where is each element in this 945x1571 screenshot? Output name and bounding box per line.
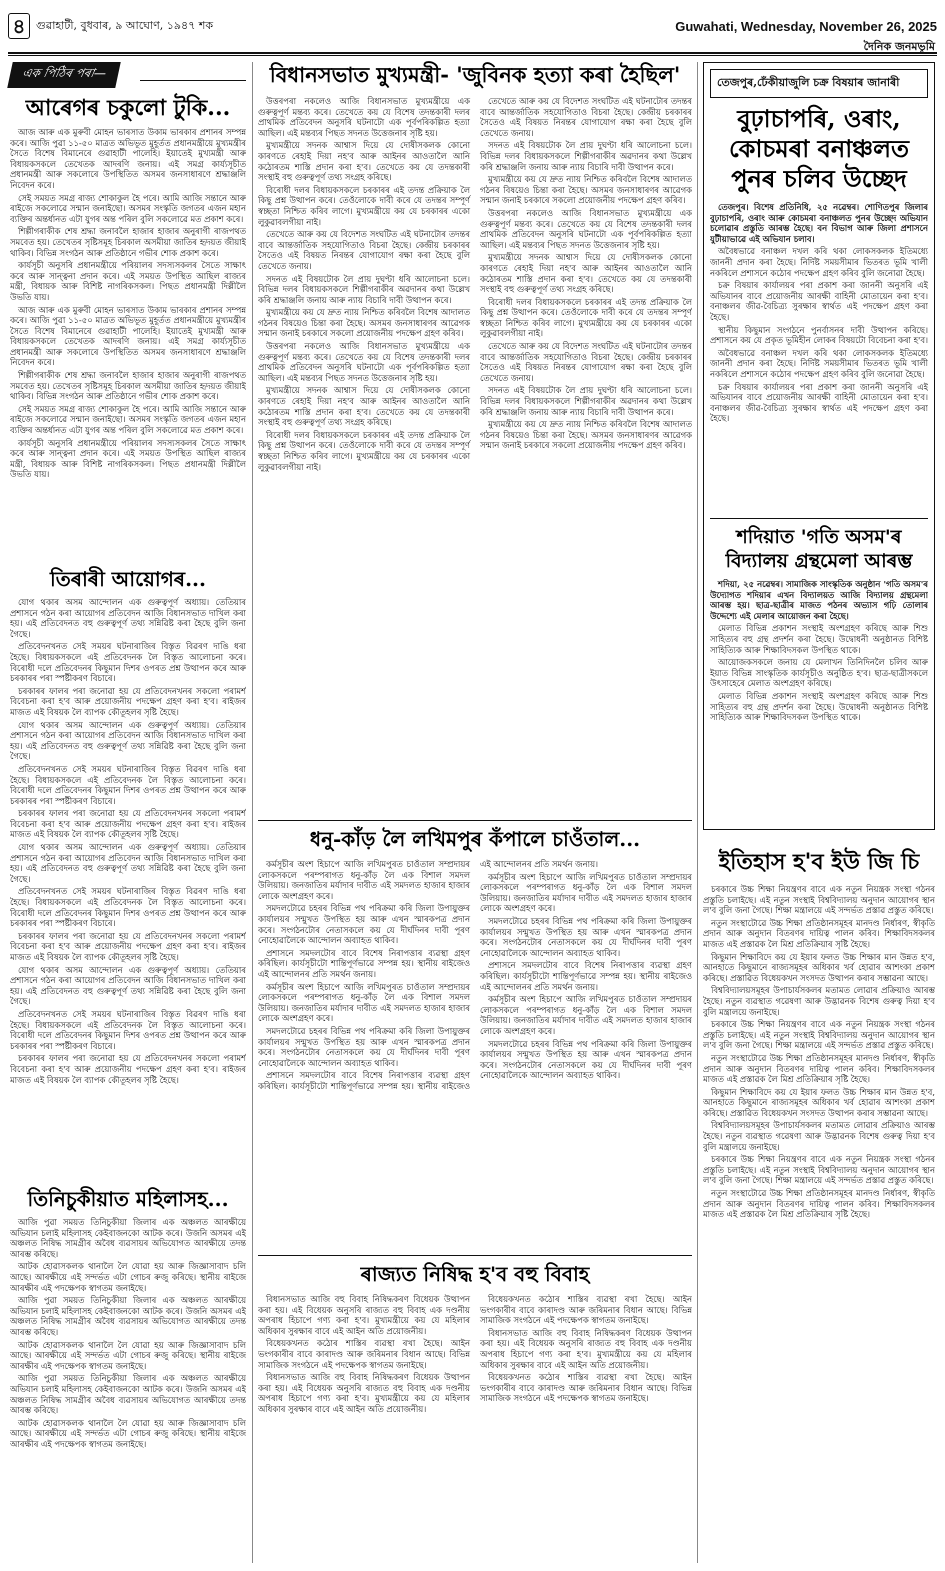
paragraph: মেলাত বিভিন্ন প্ৰকাশন সংস্থাই অংশগ্ৰহণ কৰিছে আৰু শিশু সাহিত্যৰ বহু গ্ৰন্থ প্ৰদৰ্শন কৰা হৈছে। উদ্বোধনী অনুষ্ঠানত বিশিষ্ট সাহিত্যিক আৰু শিক্ষাবিদসকল উপস্থিত থাকে। xyxy=(710,623,928,655)
paragraph: প্ৰশাসনে সমদলটোৰ বাবে বিশেষ নিৰাপত্তাৰ ব্যৱস্থা গ্ৰহণ কৰিছিল। কাৰ্যসূচীটো শান্তিপূৰ্ণভাৱে সম্পন্ন হয়। স্থানীয় ৰাইজেও এই আন্দোলনৰ প্ৰতি সমৰ্থন জনায়। xyxy=(258,859,598,1091)
paragraph: আজ আৰু এক মুৰুবী মোহন ভাৰসাত উকাম ভাৰকাৰ প্ৰশানৰ সম্পন্ন কৰে। আজি পুৱা ১১-৫০ মাত্ৰত অভিভূত মুহূৰ্তত প্ৰধানমন্ত্ৰীয়ে মুখ্যমন্ত্ৰীৰ সৈতে বিশেষ বিমানেৰে গুৱাহাটী পালেহি। ইয়াতেই মুখ্যমন্ত্ৰী আৰু বিধায়কসকলে তেখেতক আদৰণি জনায়। এই সমগ্ৰ কাৰ্য্যসূচীত প্ৰধানমন্ত্ৰী আৰু সকলোৰে উপস্থিতিত অসমৰ জনসাধাৰণে শ্ৰদ্ধাঞ্জলি নিবেদন কৰে। xyxy=(10,304,246,368)
paragraph: প্ৰতিবেদনখনত সেই সময়ৰ ঘটনাৰাজিৰ বিস্তৃত বিৱৰণ দাঙি ধৰা হৈছে। বিধায়কসকলে এই প্ৰতিবেদনক লৈ বিস্তৃত আলোচনা কৰে। বিৰোধী দলে প্ৰতিবেদনৰ কিছুমান দিশৰ ওপৰত প্ৰশ্ন উত্থাপন কৰে আৰু চৰকাৰৰ পৰা স্পষ্টীকৰণ বিচাৰে। xyxy=(10,1008,246,1051)
paragraph: তেখেতে আৰু কয় যে বিদেশত সংঘটিত এই ঘটনাটোৰ তদন্তৰ বাবে আন্তৰ্জাতিক সহযোগিতাও বিচৰা হৈছে। কেন্দ্ৰীয় চৰকাৰৰ সৈতেও এই বিষয়ত নিৰন্তৰ যোগাযোগ ৰক্ষা কৰা হৈছে বুলি তেখেতে জনায়। xyxy=(480,341,692,383)
article-headline: ধনু-কাঁড় লৈ লখিমপুৰ কঁপালে চাওঁতাল... xyxy=(309,827,641,851)
paragraph: কিছুমান শিক্ষাবিদে কয় যে ইয়াৰ ফলত উচ্চ শিক্ষাৰ মান উন্নত হ'ব, আনহাতে কিছুমানে ৰাজ্যসমূহৰ অধিকাৰ খৰ্ব হোৱাৰ আশংকা প্ৰকাশ কৰিছে। প্ৰস্তাৱিত বিধেয়কখন সংসদত উত্থাপন কৰাৰ সম্ভাৱনা আছে। xyxy=(703,1086,935,1118)
paragraph: বিৰোধী দলৰ বিধায়কসকলে চৰকাৰৰ এই তদন্ত প্ৰক্ৰিয়াক লৈ কিছু প্ৰশ্ন উত্থাপন কৰে। তেওঁলোকে দাবী কৰে যে তদন্তৰ সম্পূৰ্ণ স্বচ্ছতা নিশ্চিত কৰিব লাগে। মুখ্যমন্ত্ৰীয়ে কয় যে চৰকাৰৰ একো লুকুৱাবলগীয়া নাই। xyxy=(480,296,692,339)
paragraph: আয়োজকসকলে জনায় যে মেলাখন তিনিদিনলৈ চলিব আৰু ইয়াত বিভিন্ন সাংস্কৃতিক কাৰ্যসূচীও অনুষ্ঠিত হ'ব। ছাত্ৰ-ছাত্ৰীসকলে উৎসাহেৰে মেলাত অংশগ্ৰহণ কৰিছে। xyxy=(710,657,928,689)
paragraph: বিধেয়কখনত কঠোৰ শাস্তিৰ ব্যৱস্থা ৰখা হৈছে। আইন ভংগকাৰীৰ বাবে কাৰাদণ্ড আৰু জৰিমনাৰ বিধান আছে। বিভিন্ন সামাজিক সংগঠনে এই পদক্ষেপক স্বাগতম জনাইছে। xyxy=(480,1294,692,1326)
paragraph: কাৰ্যসূচী অনুসৰি প্ৰধানমন্ত্ৰীয়ে পৰিয়ালৰ সদস্যসকলৰ সৈতে সাক্ষাৎ কৰে আৰু সান্ত্বনা প্ৰদান কৰে। এই সময়ত উপস্থিত আছিল ৰাজ্যৰ মন্ত্ৰী, বিধায়ক আৰু বিশিষ্ট নাগৰিকসকল। পিছত প্ৰধানমন্ত্ৰী দিল্লীলৈ উভতি যায়। xyxy=(10,437,246,480)
paragraph: উত্তৰপৰা নকলেও আজি বিধানসভাত মুখ্যমন্ত্ৰীয়ে এক গুৰুত্বপূৰ্ণ মন্তব্য কৰে। তেখেতে কয় যে বিশেষ তদন্তকাৰী দলৰ প্ৰাথমিক প্ৰতিবেদন অনুসৰি ঘটনাটো এক পূৰ্বপৰিকল্পিত হত্যা আছিল। এই মন্তব্যৰ পিছত সদনত উত্তেজনাৰ সৃষ্টি হয়। xyxy=(258,341,470,383)
paragraph: চৰকাৰৰ ফালৰ পৰা জনোৱা হয় যে প্ৰতিবেদনখনৰ সকলো পৰামৰ্শ বিবেচনা কৰা হ'ব আৰু প্ৰয়োজনীয় পদক্ষেপ গ্ৰহণ কৰা হ'ব। ৰাইজৰ মাজত এই বিষয়ক লৈ ব্যাপক কৌতূহলৰ সৃষ্টি হৈছে। xyxy=(10,685,246,717)
paragraph: উত্তৰপৰা নকলেও আজি বিধানসভাত মুখ্যমন্ত্ৰীয়ে এক গুৰুত্বপূৰ্ণ মন্তব্য কৰে। তেখেতে কয় যে বিশেষ তদন্তকাৰী দলৰ প্ৰাথমিক প্ৰতিবেদন অনুসৰি ঘটনাটো এক পূৰ্বপৰিকল্পিত হত্যা আছিল। এই মন্তব্যৰ পিছত সদনত উত্তেজনাৰ সৃষ্টি হয়। xyxy=(258,96,470,138)
date-english: Guwahati, Wednesday, November 26, 2025 xyxy=(675,18,937,34)
paragraph: বিৰোধী দলৰ বিধায়কসকলে চৰকাৰৰ এই তদন্ত প্ৰক্ৰিয়াক লৈ কিছু প্ৰশ্ন উত্থাপন কৰে। তেওঁলোকে দাবী কৰে যে তদন্তৰ সম্পূৰ্ণ স্বচ্ছতা নিশ্চিত কৰিব লাগে। মুখ্যমন্ত্ৰীয়ে কয় যে চৰকাৰৰ একো লুকুৱাবলগীয়া নাই। xyxy=(258,429,470,472)
column-left xyxy=(10,62,246,1517)
paragraph: সমদলটোৱে চহৰৰ বিভিন্ন পথ পৰিক্ৰমা কৰি জিলা উপায়ুক্তৰ কাৰ্যালয়ৰ সন্মুখত উপস্থিত হয় আৰু এখন স্মাৰকপত্ৰ প্ৰদান কৰে। সংগঠনটোৰ নেতাসকলে কয় যে দীৰ্ঘদিনৰ দাবী পূৰণ নোহোৱালৈকে আন্দোলন অব্যাহত থাকিব। xyxy=(258,903,470,946)
paragraph: আজ আৰু এক মুৰুবী মোহন ভাৰসাত উকাম ভাৰকাৰ প্ৰশানৰ সম্পন্ন কৰে। আজি পুৱা ১১-৫০ মাত্ৰত অভিভূত মুহূৰ্তত প্ৰধানমন্ত্ৰীয়ে মুখ্যমন্ত্ৰীৰ সৈতে বিশেষ বিমানেৰে গুৱাহাটী পালেহি। ইয়াতেই মুখ্যমন্ত্ৰী আৰু বিধায়কসকলে তেখেতক আদৰণি জনায়। এই সমগ্ৰ কাৰ্য্যসূচীত প্ৰধানমন্ত্ৰী আৰু সকলোৰে উপস্থিতিত অসমৰ জনসাধাৰণে শ্ৰদ্ধাঞ্জলি নিবেদন কৰে। xyxy=(10,127,246,190)
paragraph: চৰকাৰৰ ফালৰ পৰা জনোৱা হয় যে প্ৰতিবেদনখনৰ সকলো পৰামৰ্শ বিবেচনা কৰা হ'ব আৰু প্ৰয়োজনীয় পদক্ষেপ গ্ৰহণ কৰা হ'ব। ৰাইজৰ মাজত এই বিষয়ক লৈ ব্যাপক কৌতূহলৰ সৃষ্টি হৈছে। xyxy=(10,808,246,840)
paragraph: প্ৰতিবেদনখনত সেই সময়ৰ ঘটনাৰাজিৰ বিস্তৃত বিৱৰণ দাঙি ধৰা হৈছে। বিধায়কসকলে এই প্ৰতিবেদনক লৈ বিস্তৃত আলোচনা কৰে। বিৰোধী দলে প্ৰতিবেদনৰ কিছুমান দিশৰ ওপৰত প্ৰশ্ন উত্থাপন কৰে আৰু চৰকাৰৰ পৰা স্পষ্টীকৰণ বিচাৰে। xyxy=(10,763,246,806)
section-rule xyxy=(258,820,692,821)
continued-kicker: এক পিঠিৰ পৰা— xyxy=(7,62,120,88)
paragraph: চক্ৰ বিষয়াৰ কাৰ্যালয়ৰ পৰা প্ৰকাশ কৰা জাননী অনুসৰি এই অভিযানৰ বাবে প্ৰয়োজনীয় আৰক্ষী বাহিনী মোতায়েন কৰা হ'ব। বনাঞ্চলৰ জীৱ-বৈচিত্ৰ্য সুৰক্ষাৰ স্বাৰ্থত এই পদক্ষেপ গ্ৰহণ কৰা হৈছে। xyxy=(710,280,928,322)
paragraph: সমদলটোৱে চহৰৰ বিভিন্ন পথ পৰিক্ৰমা কৰি জিলা উপায়ুক্তৰ কাৰ্যালয়ৰ সন্মুখত উপস্থিত হয় আৰু এখন স্মাৰকপত্ৰ প্ৰদান কৰে। সংগঠনটোৰ নেতাসকলে কয় যে দীৰ্ঘদিনৰ দাবী পূৰণ নোহোৱালৈকে আন্দোলন অব্যাহত থাকিব। xyxy=(258,1025,470,1068)
paragraph: যোগ থকাৰ অসম আন্দোলন এক গুৰুত্বপূৰ্ণ অধ্যায়। তেতিয়াৰ প্ৰশাসনে গঠন কৰা আয়োগৰ প্ৰতিবেদন আজি বিধানসভাত দাখিল কৰা হয়। এই প্ৰতিবেদনত বহু গুৰুত্বপূৰ্ণ তথ্য সন্নিৱিষ্ট কৰা হৈছে বুলি জনা গৈছে। xyxy=(10,719,246,762)
paragraph: স্থানীয় কিছুমান সংগঠনে পুনৰ্বাসনৰ দাবী উত্থাপন কৰিছে। প্ৰশাসনে কয় যে প্ৰকৃত ভূমিহীন লোকৰ বিষয়টো বিবেচনা কৰা হ'ব। xyxy=(710,324,928,346)
paragraph: কৰ্মসূচীৰ অংশ হিচাপে আজি লখিমপুৰত চাওঁতাল সম্প্ৰদায়ৰ লোকসকলে পৰম্পৰাগত ধনু-কাঁড় লৈ এক বিশাল সমদল উলিয়ায়। জনজাতিৰ মৰ্যাদাৰ দাবীত এই সমদলত হাজাৰ হাজাৰ লোকে অংশগ্ৰহণ কৰে। xyxy=(480,994,692,1036)
paragraph: অবৈধভাৱে বনাঞ্চল দখল কৰি থকা লোকসকলক ইতিমধ্যে জাননী প্ৰদান কৰা হৈছে। নিৰ্দিষ্ট সময়সীমাৰ ভিতৰত ভূমি খালী নকৰিলে প্ৰশাসনে কঠোৰ পদক্ষেপ গ্ৰহণ কৰিব বুলি জনোৱা হৈছে। xyxy=(710,246,928,278)
paragraph: নতুন সংস্থাটোৱে উচ্চ শিক্ষা প্ৰতিষ্ঠানসমূহৰ মানদণ্ড নিৰ্ধাৰণ, স্বীকৃতি প্ৰদান আৰু অনুদান বিতৰণৰ দায়িত্ব পালন কৰিব। শিক্ষাবিদসকলৰ মাজত এই প্ৰস্তাৱক লৈ মিশ্ৰ প্ৰতিক্ৰিয়াৰ সৃষ্টি হৈছে। xyxy=(703,1052,935,1085)
paragraph: প্ৰতিবেদনখনত সেই সময়ৰ ঘটনাৰাজিৰ বিস্তৃত বিৱৰণ দাঙি ধৰা হৈছে। বিধায়কসকলে এই প্ৰতিবেদনক লৈ বিস্তৃত আলোচনা কৰে। বিৰোধী দলে প্ৰতিবেদনৰ কিছুমান দিশৰ ওপৰত প্ৰশ্ন উত্থাপন কৰে আৰু চৰকাৰৰ পৰা স্পষ্টীকৰণ বিচাৰে। xyxy=(10,641,246,684)
paragraph: মুখ্যমন্ত্ৰীয়ে কয় যে দ্ৰুত ন্যায় নিশ্চিত কৰিবলৈ বিশেষ আদালত গঠনৰ বিষয়েও চিন্তা কৰা হৈছে। অসমৰ জনসাধাৰণৰ আৱেগক সন্মান জনাই চৰকাৰে সকলো প্ৰয়োজনীয় পদক্ষেপ গ্ৰহণ কৰিব। xyxy=(258,307,470,339)
date-assamese: গুৱাহাটী, বুধবাৰ, ৯ আঘোণ, ১৯৪৭ শক xyxy=(36,18,214,32)
paper-name: দৈনিক জনমভূমি xyxy=(863,40,935,53)
article-body xyxy=(10,127,246,559)
paragraph: মুখ্যমন্ত্ৰীয়ে সদনক আশ্বাস দিয়ে যে দোষীসকলক কোনো কাৰণতে ৰেহাই দিয়া নহ'ব আৰু আইনৰ আওতালৈ আনি কঠোৰতম শাস্তি প্ৰদান কৰা হ'ব। তেখেতে কয় যে তদন্তকাৰী সংস্থাই বহু গুৰুত্বপূৰ্ণ তথ্য সংগ্ৰহ কৰিছে। xyxy=(258,140,470,183)
article-body xyxy=(258,1294,692,1516)
paragraph: বিধানসভাত আজি বহু বিবাহ নিষিদ্ধকৰণ বিধেয়ক উত্থাপন কৰা হয়। এই বিধেয়ক অনুসৰি ৰাজ্যত বহু বিবাহ এক দণ্ডনীয় অপৰাধ হিচাপে গণ্য কৰা হ'ব। মুখ্যমন্ত্ৰীয়ে কয় যে মহিলাৰ অধিকাৰ সুৰক্ষাৰ বাবে এই আইন অতি প্ৰয়োজনীয়। xyxy=(258,1294,470,1336)
article-headline: বিধানসভাত মুখ্যমন্ত্ৰী- 'জুবিনক হত্যা কৰা হৈছিল' xyxy=(269,62,681,87)
article-body xyxy=(710,579,928,823)
article-headline: ৰাজ্যত নিষিদ্ধ হ'ব বহু বিবাহ xyxy=(360,1262,590,1286)
masthead xyxy=(8,6,937,46)
section-rule xyxy=(258,1255,692,1256)
paragraph: মেলাত বিভিন্ন প্ৰকাশন সংস্থাই অংশগ্ৰহণ কৰিছে আৰু শিশু সাহিত্যৰ বহু গ্ৰন্থ প্ৰদৰ্শন কৰা হৈছে। উদ্বোধনী অনুষ্ঠানত বিশিষ্ট সাহিত্যিক আৰু শিক্ষাবিদসকল উপস্থিত থাকে। xyxy=(710,690,928,723)
paragraph: আজি পুৱা সময়ত তিনিচুকীয়া জিলাৰ এক অঞ্চলত আৰক্ষীয়ে অভিযান চলাই মহিলাসহ কেইবাজনকো আটক কৰে। উজনি অসমৰ এই অঞ্চলত নিষিদ্ধ সামগ্ৰীৰ অবৈধ ব্যৱসায়ৰ অভিযোগত আৰক্ষীয়ে তদন্ত আৰম্ভ কৰিছে। xyxy=(10,1217,246,1259)
paragraph: চৰকাৰে উচ্চ শিক্ষা নিয়ন্ত্ৰণৰ বাবে এক নতুন নিয়ন্ত্ৰক সংস্থা গঠনৰ প্ৰস্তুতি চলাইছে। এই নতুন সংস্থাই বিশ্ববিদ্যালয় অনুদান আয়োগৰ স্থান ল'ব বুলি জনা গৈছে। শিক্ষা মন্ত্ৰালয়ে এই সন্দৰ্ভত প্ৰস্তাৱ প্ৰস্তুত কৰিছে। xyxy=(703,1019,935,1051)
paragraph: কৰ্মসূচীৰ অংশ হিচাপে আজি লখিমপুৰত চাওঁতাল সম্প্ৰদায়ৰ লোকসকলে পৰম্পৰাগত ধনু-কাঁড় লৈ এক বিশাল সমদল উলিয়ায়। জনজাতিৰ মৰ্যাদাৰ দাবীত এই সমদলত হাজাৰ হাজাৰ লোকে অংশগ্ৰহণ কৰে। xyxy=(258,859,470,901)
article-body xyxy=(703,884,935,1474)
article-headline: তিনিচুকীয়াত মহিলাসহ... xyxy=(27,1187,229,1211)
column-right xyxy=(703,62,935,1474)
paragraph: মুখ্যমন্ত্ৰীয়ে সদনক আশ্বাস দিয়ে যে দোষীসকলক কোনো কাৰণতে ৰেহাই দিয়া নহ'ব আৰু আইনৰ আওতালৈ আনি কঠোৰতম শাস্তি প্ৰদান কৰা হ'ব। তেখেতে কয় যে তদন্তকাৰী সংস্থাই বহু গুৰুত্বপূৰ্ণ তথ্য সংগ্ৰহ কৰিছে। xyxy=(480,252,692,295)
paragraph: কিছুমান শিক্ষাবিদে কয় যে ইয়াৰ ফলত উচ্চ শিক্ষাৰ মান উন্নত হ'ব, আনহাতে কিছুমানে ৰাজ্যসমূহৰ অধিকাৰ খৰ্ব হোৱাৰ আশংকা প্ৰকাশ কৰিছে। প্ৰস্তাৱিত বিধেয়কখন সংসদত উত্থাপন কৰাৰ সম্ভাৱনা আছে। xyxy=(703,951,935,983)
masthead-rule xyxy=(8,52,937,54)
paragraph: সমদলটোৱে চহৰৰ বিভিন্ন পথ পৰিক্ৰমা কৰি জিলা উপায়ুক্তৰ কাৰ্যালয়ৰ সন্মুখত উপস্থিত হয় আৰু এখন স্মাৰকপত্ৰ প্ৰদান কৰে। সংগঠনটোৰ নেতাসকলে কয় যে দীৰ্ঘদিনৰ দাবী পূৰণ নোহোৱালৈকে আন্দোলন অব্যাহত থাকিব। xyxy=(480,1038,692,1081)
paragraph: নতুন সংস্থাটোৱে উচ্চ শিক্ষা প্ৰতিষ্ঠানসমূহৰ মানদণ্ড নিৰ্ধাৰণ, স্বীকৃতি প্ৰদান আৰু অনুদান বিতৰণৰ দায়িত্ব পালন কৰিব। শিক্ষাবিদসকলৰ মাজত এই প্ৰস্তাৱক লৈ মিশ্ৰ প্ৰতিক্ৰিয়াৰ সৃষ্টি হৈছে। xyxy=(703,1188,935,1220)
paragraph: আজি পুৱা সময়ত তিনিচুকীয়া জিলাৰ এক অঞ্চলত আৰক্ষীয়ে অভিযান চলাই মহিলাসহ কেইবাজনকো আটক কৰে। উজনি অসমৰ এই অঞ্চলত নিষিদ্ধ সামগ্ৰীৰ অবৈধ ব্যৱসায়ৰ অভিযোগত আৰক্ষীয়ে তদন্ত আৰম্ভ কৰিছে। xyxy=(10,1373,246,1416)
article-tag: তেজপুৰ,ঢেঁকীয়াজুলি চক্ৰ বিষয়াৰ জানাৰী xyxy=(710,69,928,98)
article-body xyxy=(10,597,246,1179)
paragraph: শিল্পীগৰাকীক শেষ শ্ৰদ্ধা জনাবলৈ হাজাৰ হাজাৰ অনুৰাগী ৰাজপথত সমবেত হয়। তেখেতৰ সৃষ্টিসমূহ চিৰকাল অসমীয়া জাতিৰ হৃদয়ত জীয়াই থাকিব। বিভিন্ন সংগঠন আৰু প্ৰতিষ্ঠানে গভীৰ শোক প্ৰকাশ কৰে। xyxy=(10,370,246,402)
paragraph: চৰকাৰে উচ্চ শিক্ষা নিয়ন্ত্ৰণৰ বাবে এক নতুন নিয়ন্ত্ৰক সংস্থা গঠনৰ প্ৰস্তুতি চলাইছে। এই নতুন সংস্থাই বিশ্ববিদ্যালয় অনুদান আয়োগৰ স্থান ল'ব বুলি জনা গৈছে। শিক্ষা মন্ত্ৰালয়ে এই সন্দৰ্ভত প্ৰস্তাৱ প্ৰস্তুত কৰিছে। xyxy=(703,884,935,916)
paragraph: বিধেয়কখনত কঠোৰ শাস্তিৰ ব্যৱস্থা ৰখা হৈছে। আইন ভংগকাৰীৰ বাবে কাৰাদণ্ড আৰু জৰিমনাৰ বিধান আছে। বিভিন্ন সামাজিক সংগঠনে এই পদক্ষেপক স্বাগতম জনাইছে। xyxy=(480,1372,692,1404)
paragraph: তেখেতে আৰু কয় যে বিদেশত সংঘটিত এই ঘটনাটোৰ তদন্তৰ বাবে আন্তৰ্জাতিক সহযোগিতাও বিচৰা হৈছে। কেন্দ্ৰীয় চৰকাৰৰ সৈতেও এই বিষয়ত নিৰন্তৰ যোগাযোগ ৰক্ষা কৰা হৈছে বুলি তেখেতে জনায়। xyxy=(258,229,470,271)
paragraph: প্ৰশাসনে সমদলটোৰ বাবে বিশেষ নিৰাপত্তাৰ ব্যৱস্থা গ্ৰহণ কৰিছিল। কাৰ্যসূচীটো শান্তিপূৰ্ণভাৱে সম্পন্ন হয়। স্থানীয় ৰাইজেও এই আন্দোলনৰ প্ৰতি সমৰ্থন জনায়। xyxy=(480,960,692,992)
paragraph: বিধেয়কখনত কঠোৰ শাস্তিৰ ব্যৱস্থা ৰখা হৈছে। আইন ভংগকাৰীৰ বাবে কাৰাদণ্ড আৰু জৰিমনাৰ বিধান আছে। বিভিন্ন সামাজিক সংগঠনে এই পদক্ষেপক স্বাগতম জনাইছে। xyxy=(258,1338,470,1370)
paragraph: নতুন সংস্থাটোৱে উচ্চ শিক্ষা প্ৰতিষ্ঠানসমূহৰ মানদণ্ড নিৰ্ধাৰণ, স্বীকৃতি প্ৰদান আৰু অনুদান বিতৰণৰ দায়িত্ব পালন কৰিব। শিক্ষাবিদসকলৰ মাজত এই প্ৰস্তাৱক লৈ মিশ্ৰ প্ৰতিক্ৰিয়াৰ সৃষ্টি হৈছে। xyxy=(703,917,935,949)
article-body xyxy=(10,1217,246,1517)
paragraph: চৰকাৰৰ ফালৰ পৰা জনোৱা হয় যে প্ৰতিবেদনখনৰ সকলো পৰামৰ্শ বিবেচনা কৰা হ'ব আৰু প্ৰয়োজনীয় পদক্ষেপ গ্ৰহণ কৰা হ'ব। ৰাইজৰ মাজত এই বিষয়ক লৈ ব্যাপক কৌতূহলৰ সৃষ্টি হৈছে। xyxy=(10,1053,246,1085)
boxed-article xyxy=(703,62,935,830)
paragraph: সদনত এই বিষয়টোক লৈ প্ৰায় দুঘণ্টা ধৰি আলোচনা চলে। বিভিন্ন দলৰ বিধায়কসকলে শিল্পীগৰাকীৰ অৱদানৰ কথা উল্লেখ কৰি শ্ৰদ্ধাঞ্জলি জনায় আৰু ন্যায় বিচাৰি দাবী উত্থাপন কৰে। xyxy=(480,140,692,172)
paragraph: মুখ্যমন্ত্ৰীয়ে সদনক আশ্বাস দিয়ে যে দোষীসকলক কোনো কাৰণতে ৰেহাই দিয়া নহ'ব আৰু আইনৰ আওতালৈ আনি কঠোৰতম শাস্তি প্ৰদান কৰা হ'ব। তেখেতে কয় যে তদন্তকাৰী সংস্থাই বহু গুৰুত্বপূৰ্ণ তথ্য সংগ্ৰহ কৰিছে। xyxy=(258,385,470,428)
paragraph: যোগ থকাৰ অসম আন্দোলন এক গুৰুত্বপূৰ্ণ অধ্যায়। তেতিয়াৰ প্ৰশাসনে গঠন কৰা আয়োগৰ প্ৰতিবেদন আজি বিধানসভাত দাখিল কৰা হয়। এই প্ৰতিবেদনত বহু গুৰুত্বপূৰ্ণ তথ্য সন্নিৱিষ্ট কৰা হৈছে বুলি জনা গৈছে। xyxy=(10,964,246,1007)
article-headline: ইতিহাস হ'ব ইউ জি চি xyxy=(718,849,920,875)
paragraph: অবৈধভাৱে বনাঞ্চল দখল কৰি থকা লোকসকলক ইতিমধ্যে জাননী প্ৰদান কৰা হৈছে। নিৰ্দিষ্ট সময়সীমাৰ ভিতৰত ভূমি খালী নকৰিলে প্ৰশাসনে কঠোৰ পদক্ষেপ গ্ৰহণ কৰিব বুলি জনোৱা হৈছে। xyxy=(710,347,928,379)
column-divider xyxy=(697,62,698,1563)
article-headline: শদিয়াত 'গতি অসম'ৰ বিদ্যালয় গ্ৰন্থমেলা আৰম্ভ xyxy=(725,526,913,572)
paragraph: কৰ্মসূচীৰ অংশ হিচাপে আজি লখিমপুৰত চাওঁতাল সম্প্ৰদায়ৰ লোকসকলে পৰম্পৰাগত ধনু-কাঁড় লৈ এক বিশাল সমদল উলিয়ায়। জনজাতিৰ মৰ্যাদাৰ দাবীত এই সমদলত হাজাৰ হাজাৰ লোকে অংশগ্ৰহণ কৰে। xyxy=(258,981,470,1024)
masthead-left xyxy=(8,13,213,39)
paragraph: আটক হোৱাসকলক থানালৈ লৈ যোৱা হয় আৰু জিজ্ঞাসাবাদ চলি আছে। আৰক্ষীয়ে এই সন্দৰ্ভত এটা গোচৰ ৰুজু কৰিছে। স্থানীয় ৰাইজে আৰক্ষীৰ এই পদক্ষেপক স্বাগতম জনাইছে। xyxy=(10,1261,246,1293)
paragraph: মুখ্যমন্ত্ৰীয়ে কয় যে দ্ৰুত ন্যায় নিশ্চিত কৰিবলৈ বিশেষ আদালত গঠনৰ বিষয়েও চিন্তা কৰা হৈছে। অসমৰ জনসাধাৰণৰ আৱেগক সন্মান জনাই চৰকাৰে সকলো প্ৰয়োজনীয় পদক্ষেপ গ্ৰহণ কৰিব। xyxy=(480,174,692,206)
paragraph: প্ৰতিবেদনখনত সেই সময়ৰ ঘটনাৰাজিৰ বিস্তৃত বিৱৰণ দাঙি ধৰা হৈছে। বিধায়কসকলে এই প্ৰতিবেদনক লৈ বিস্তৃত আলোচনা কৰে। বিৰোধী দলে প্ৰতিবেদনৰ কিছুমান দিশৰ ওপৰত প্ৰশ্ন উত্থাপন কৰে আৰু চৰকাৰৰ পৰা স্পষ্টীকৰণ বিচাৰে। xyxy=(10,886,246,929)
paragraph: উত্তৰপৰা নকলেও আজি বিধানসভাত মুখ্যমন্ত্ৰীয়ে এক গুৰুত্বপূৰ্ণ মন্তব্য কৰে। তেখেতে কয় যে বিশেষ তদন্তকাৰী দলৰ প্ৰাথমিক প্ৰতিবেদন অনুসৰি ঘটনাটো এক পূৰ্বপৰিকল্পিত হত্যা আছিল। এই মন্তব্যৰ পিছত সদনত উত্তেজনাৰ সৃষ্টি হয়। xyxy=(480,207,692,250)
paragraph: মুখ্যমন্ত্ৰীয়ে কয় যে দ্ৰুত ন্যায় নিশ্চিত কৰিবলৈ বিশেষ আদালত গঠনৰ বিষয়েও চিন্তা কৰা হৈছে। অসমৰ জনসাধাৰণৰ আৱেগক সন্মান জনাই চৰকাৰে সকলো প্ৰয়োজনীয় পদক্ষেপ গ্ৰহণ কৰিব। xyxy=(480,419,692,451)
paragraph: প্ৰশাসনে সমদলটোৰ বাবে বিশেষ নিৰাপত্তাৰ ব্যৱস্থা গ্ৰহণ কৰিছিল। কাৰ্যসূচীটো শান্তিপূৰ্ণভাৱে সম্পন্ন হয়। স্থানীয় ৰাইজেও এই আন্দোলনৰ প্ৰতি সমৰ্থন জনায়। xyxy=(258,947,470,979)
paragraph: বিশ্ববিদ্যালয়সমূহৰ উপাচাৰ্যসকলৰ মতামত লোৱাৰ প্ৰক্ৰিয়াও আৰম্ভ হৈছে। নতুন ব্যৱস্থাত গৱেষণা আৰু উদ্ভাৱনক বিশেষ গুৰুত্ব দিয়া হ'ব বুলি মন্ত্ৰালয়ে জনাইছে। xyxy=(703,985,935,1017)
column-divider xyxy=(252,62,253,1563)
paragraph: শদিয়া, ২৫ নৱেম্বৰ। সামাজিক সাংস্কৃতিক অনুষ্ঠান 'গতি অসম'ৰ উদ্যোগত শদিয়াৰ এখন বিদ্যালয়ত আজি বিদ্যালয় গ্ৰন্থমেলা আৰম্ভ হয়। ছাত্ৰ-ছাত্ৰীৰ মাজত পঠনৰ অভ্যাস গঢ়ি তোলাৰ উদ্দেশ্যে এই মেলাৰ আয়োজন কৰা হৈছে। xyxy=(710,579,928,621)
paragraph: আজি পুৱা সময়ত তিনিচুকীয়া জিলাৰ এক অঞ্চলত আৰক্ষীয়ে অভিযান চলাই মহিলাসহ কেইবাজনকো আটক কৰে। উজনি অসমৰ এই অঞ্চলত নিষিদ্ধ সামগ্ৰীৰ অবৈধ ব্যৱসায়ৰ অভিযোগত আৰক্ষীয়ে তদন্ত আৰম্ভ কৰিছে। xyxy=(10,1295,246,1337)
paragraph: বিধানসভাত আজি বহু বিবাহ নিষিদ্ধকৰণ বিধেয়ক উত্থাপন কৰা হয়। এই বিধেয়ক অনুসৰি ৰাজ্যত বহু বিবাহ এক দণ্ডনীয় অপৰাধ হিচাপে গণ্য কৰা হ'ব। মুখ্যমন্ত্ৰীয়ে কয় যে মহিলাৰ অধিকাৰ সুৰক্ষাৰ বাবে এই আইন অতি প্ৰয়োজনীয়। xyxy=(258,1372,470,1414)
paragraph: চৰকাৰৰ ফালৰ পৰা জনোৱা হয় যে প্ৰতিবেদনখনৰ সকলো পৰামৰ্শ বিবেচনা কৰা হ'ব আৰু প্ৰয়োজনীয় পদক্ষেপ গ্ৰহণ কৰা হ'ব। ৰাইজৰ মাজত এই বিষয়ক লৈ ব্যাপক কৌতূহলৰ সৃষ্টি হৈছে। xyxy=(10,930,246,962)
article-headline: আৰেগৰ চকুলো টুকি... xyxy=(25,95,231,121)
paragraph: সমদলটোৱে চহৰৰ বিভিন্ন পথ পৰিক্ৰমা কৰি জিলা উপায়ুক্তৰ কাৰ্যালয়ৰ সন্মুখত উপস্থিত হয় আৰু এখন স্মাৰকপত্ৰ প্ৰদান কৰে। সংগঠনটোৰ নেতাসকলে কয় যে দীৰ্ঘদিনৰ দাবী পূৰণ নোহোৱালৈকে আন্দোলন অব্যাহত থাকিব। xyxy=(480,915,692,958)
article-headline: তিৰাৰী আয়োগৰ... xyxy=(50,567,206,591)
article-headline: বুঢ়াচাপৰি, ওৰাং, কোচমৰা বনাঞ্চলত পুনৰ চলিব উচ্ছেদ xyxy=(728,104,910,193)
article-body xyxy=(258,96,692,814)
kicker-rule xyxy=(140,80,246,81)
paragraph: তেখেতে আৰু কয় যে বিদেশত সংঘটিত এই ঘটনাটোৰ তদন্তৰ বাবে আন্তৰ্জাতিক সহযোগিতাও বিচৰা হৈছে। কেন্দ্ৰীয় চৰকাৰৰ সৈতেও এই বিষয়ত নিৰন্তৰ যোগাযোগ ৰক্ষা কৰা হৈছে বুলি তেখেতে জনায়। xyxy=(480,96,692,138)
column-center xyxy=(258,62,692,1516)
paragraph: তেজপুৰ। বিশেষ প্ৰতিনিধি, ২৫ নৱেম্বৰ। শোণিতপুৰ জিলাৰ বুঢ়াচাপৰি, ওৰাং আৰু কোচমৰা বনাঞ্চলত পুনৰ উচ্ছেদ অভিযান চলোৱাৰ প্ৰস্তুতি আৰম্ভ হৈছে। বন বিভাগ আৰু জিলা প্ৰশাসনে যুটীয়াভাৱে এই অভিযান চলাব। xyxy=(710,202,928,244)
paragraph: যোগ থকাৰ অসম আন্দোলন এক গুৰুত্বপূৰ্ণ অধ্যায়। তেতিয়াৰ প্ৰশাসনে গঠন কৰা আয়োগৰ প্ৰতিবেদন আজি বিধানসভাত দাখিল কৰা হয়। এই প্ৰতিবেদনত বহু গুৰুত্বপূৰ্ণ তথ্য সন্নিৱিষ্ট কৰা হৈছে বুলি জনা গৈছে। xyxy=(10,597,246,639)
paragraph: সদনত এই বিষয়টোক লৈ প্ৰায় দুঘণ্টা ধৰি আলোচনা চলে। বিভিন্ন দলৰ বিধায়কসকলে শিল্পীগৰাকীৰ অৱদানৰ কথা উল্লেখ কৰি শ্ৰদ্ধাঞ্জলি জনায় আৰু ন্যায় বিচাৰি দাবী উত্থাপন কৰে। xyxy=(258,273,470,305)
paragraph: বিশ্ববিদ্যালয়সমূহৰ উপাচাৰ্যসকলৰ মতামত লোৱাৰ প্ৰক্ৰিয়াও আৰম্ভ হৈছে। নতুন ব্যৱস্থাত গৱেষণা আৰু উদ্ভাৱনক বিশেষ গুৰুত্ব দিয়া হ'ব বুলি মন্ত্ৰালয়ে জনাইছে। xyxy=(703,1120,935,1152)
paragraph: বিধানসভাত আজি বহু বিবাহ নিষিদ্ধকৰণ বিধেয়ক উত্থাপন কৰা হয়। এই বিধেয়ক অনুসৰি ৰাজ্যত বহু বিবাহ এক দণ্ডনীয় অপৰাধ হিচাপে গণ্য কৰা হ'ব। মুখ্যমন্ত্ৰীয়ে কয় যে মহিলাৰ অধিকাৰ সুৰক্ষাৰ বাবে এই আইন অতি প্ৰয়োজনীয়। xyxy=(480,1327,692,1370)
paragraph: আটক হোৱাসকলক থানালৈ লৈ যোৱা হয় আৰু জিজ্ঞাসাবাদ চলি আছে। আৰক্ষীয়ে এই সন্দৰ্ভত এটা গোচৰ ৰুজু কৰিছে। স্থানীয় ৰাইজে আৰক্ষীৰ এই পদক্ষেপক স্বাগতম জনাইছে। xyxy=(10,1417,246,1449)
paragraph: কাৰ্যসূচী অনুসৰি প্ৰধানমন্ত্ৰীয়ে পৰিয়ালৰ সদস্যসকলৰ সৈতে সাক্ষাৎ কৰে আৰু সান্ত্বনা প্ৰদান কৰে। এই সময়ত উপস্থিত আছিল ৰাজ্যৰ মন্ত্ৰী, বিধায়ক আৰু বিশিষ্ট নাগৰিকসকল। পিছত প্ৰধানমন্ত্ৰী দিল্লীলৈ উভতি যায়। xyxy=(10,260,246,302)
paragraph: সেই সময়ত সমগ্ৰ ৰাজ্য শোকাকুল হৈ পৰে। আমি আজি সন্তানে আৰু ৰাইজে সকলোৱে সন্মান জনাইছো। অসমৰ সংস্কৃতি জগতৰ এজন মহান ব্যক্তিৰ অন্তৰ্ধানত এটা যুগৰ অন্ত পৰিল বুলি সকলোৱে মত প্ৰকাশ কৰে। xyxy=(10,403,246,436)
article-body xyxy=(258,859,692,1249)
paragraph: সদনত এই বিষয়টোক লৈ প্ৰায় দুঘণ্টা ধৰি আলোচনা চলে। বিভিন্ন দলৰ বিধায়কসকলে শিল্পীগৰাকীৰ অৱদানৰ কথা উল্লেখ কৰি শ্ৰদ্ধাঞ্জলি জনায় আৰু ন্যায় বিচাৰি দাবী উত্থাপন কৰে। xyxy=(480,385,692,417)
paragraph: আটক হোৱাসকলক থানালৈ লৈ যোৱা হয় আৰু জিজ্ঞাসাবাদ চলি আছে। আৰক্ষীয়ে এই সন্দৰ্ভত এটা গোচৰ ৰুজু কৰিছে। স্থানীয় ৰাইজে আৰক্ষীৰ এই পদক্ষেপক স্বাগতম জনাইছে। xyxy=(10,1339,246,1371)
paragraph: চক্ৰ বিষয়াৰ কাৰ্যালয়ৰ পৰা প্ৰকাশ কৰা জাননী অনুসৰি এই অভিযানৰ বাবে প্ৰয়োজনীয় আৰক্ষী বাহিনী মোতায়েন কৰা হ'ব। বনাঞ্চলৰ জীৱ-বৈচিত্ৰ্য সুৰক্ষাৰ স্বাৰ্থত এই পদক্ষেপ গ্ৰহণ কৰা হৈছে। xyxy=(710,381,928,424)
section-rule xyxy=(710,518,928,519)
paragraph: শিল্পীগৰাকীক শেষ শ্ৰদ্ধা জনাবলৈ হাজাৰ হাজাৰ অনুৰাগী ৰাজপথত সমবেত হয়। তেখেতৰ সৃষ্টিসমূহ চিৰকাল অসমীয়া জাতিৰ হৃদয়ত জীয়াই থাকিব। বিভিন্ন সংগঠন আৰু প্ৰতিষ্ঠানে গভীৰ শোক প্ৰকাশ কৰে। xyxy=(10,226,246,258)
masthead-rule-thin xyxy=(8,55,937,56)
article-body xyxy=(710,202,928,512)
paragraph: কৰ্মসূচীৰ অংশ হিচাপে আজি লখিমপুৰত চাওঁতাল সম্প্ৰদায়ৰ লোকসকলে পৰম্পৰাগত ধনু-কাঁড় লৈ এক বিশাল সমদল উলিয়ায়। জনজাতিৰ মৰ্যাদাৰ দাবীত এই সমদলত হাজাৰ হাজাৰ লোকে অংশগ্ৰহণ কৰে। xyxy=(480,871,692,914)
paragraph: বিৰোধী দলৰ বিধায়কসকলে চৰকাৰৰ এই তদন্ত প্ৰক্ৰিয়াক লৈ কিছু প্ৰশ্ন উত্থাপন কৰে। তেওঁলোকে দাবী কৰে যে তদন্তৰ সম্পূৰ্ণ স্বচ্ছতা নিশ্চিত কৰিব লাগে। মুখ্যমন্ত্ৰীয়ে কয় যে চৰকাৰৰ একো লুকুৱাবলগীয়া নাই। xyxy=(258,184,470,227)
paragraph: সেই সময়ত সমগ্ৰ ৰাজ্য শোকাকুল হৈ পৰে। আমি আজি সন্তানে আৰু ৰাইজে সকলোৱে সন্মান জনাইছো। অসমৰ সংস্কৃতি জগতৰ এজন মহান ব্যক্তিৰ অন্তৰ্ধানত এটা যুগৰ অন্ত পৰিল বুলি সকলোৱে মত প্ৰকাশ কৰে। xyxy=(10,192,246,224)
page-number: ৪ xyxy=(8,13,30,39)
paragraph: যোগ থকাৰ অসম আন্দোলন এক গুৰুত্বপূৰ্ণ অধ্যায়। তেতিয়াৰ প্ৰশাসনে গঠন কৰা আয়োগৰ প্ৰতিবেদন আজি বিধানসভাত দাখিল কৰা হয়। এই প্ৰতিবেদনত বহু গুৰুত্বপূৰ্ণ তথ্য সন্নিৱিষ্ট কৰা হৈছে বুলি জনা গৈছে। xyxy=(10,842,246,884)
paragraph: চৰকাৰে উচ্চ শিক্ষা নিয়ন্ত্ৰণৰ বাবে এক নতুন নিয়ন্ত্ৰক সংস্থা গঠনৰ প্ৰস্তুতি চলাইছে। এই নতুন সংস্থাই বিশ্ববিদ্যালয় অনুদান আয়োগৰ স্থান ল'ব বুলি জনা গৈছে। শিক্ষা মন্ত্ৰালয়ে এই সন্দৰ্ভত প্ৰস্তাৱ প্ৰস্তুত কৰিছে। xyxy=(703,1154,935,1186)
